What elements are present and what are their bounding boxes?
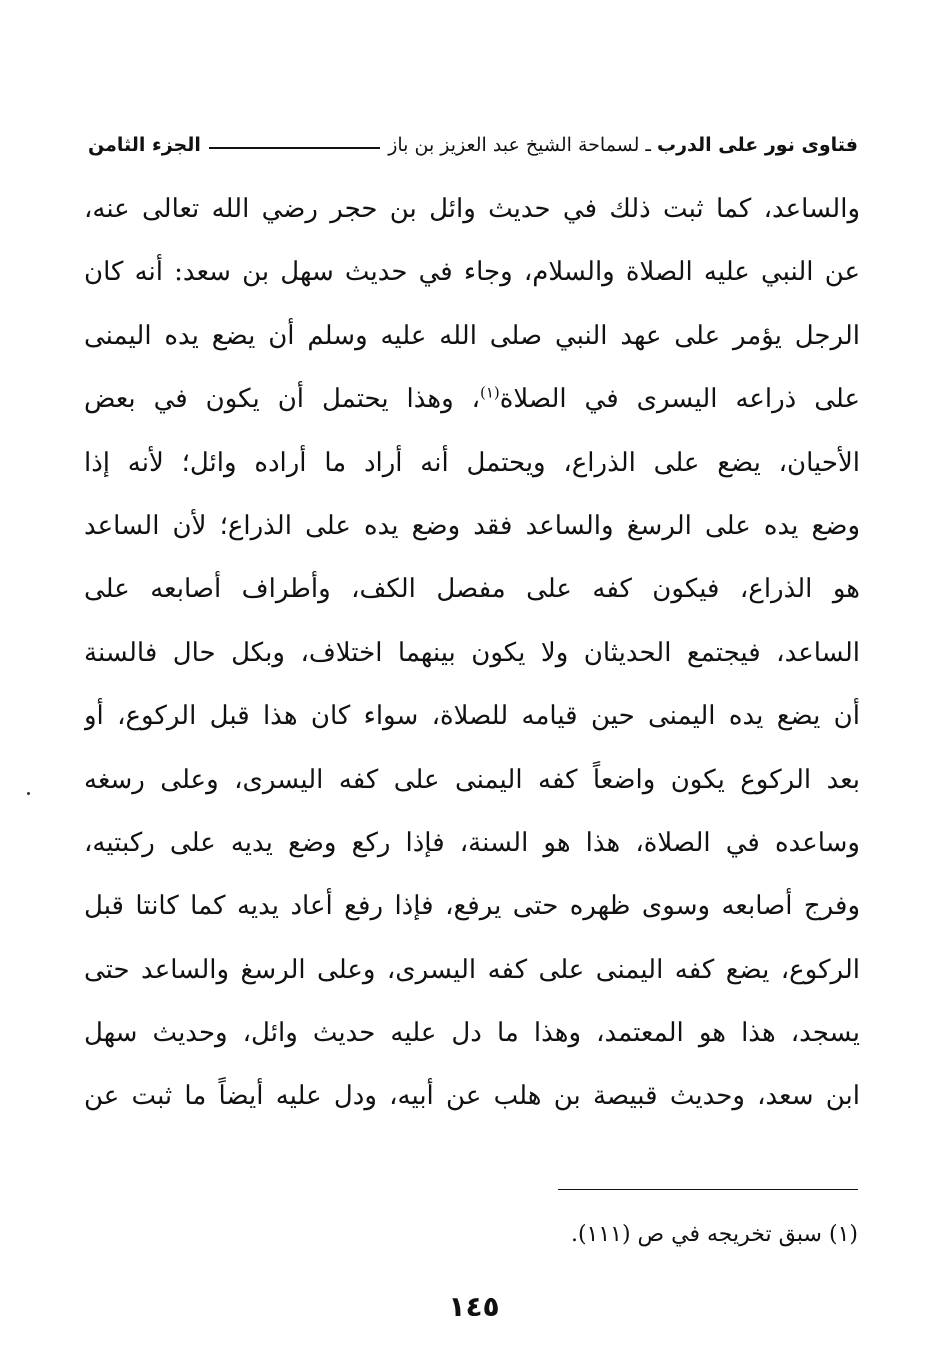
body-line-start: على ذراعه اليسرى في الصلاة: [499, 384, 860, 415]
footnote-divider: [558, 1189, 858, 1190]
body-line: الساعد، فيجتمع الحديثان ولا يكون بينهما اختلاف، وبكل حال فالسنة: [84, 637, 860, 668]
body-line: والساعد، كما ثبت ذلك في حديث وائل بن حجر رضي الله تعالى عنه،: [84, 194, 860, 224]
body-line: الرجل يؤمر على عهد النبي صلى الله عليه وسلم أن يضع يده اليمنى: [84, 320, 860, 351]
body-line: ابن سعد، وحديث قبيصة بن هلب عن أبيه، ودل عليه أيضاً ما ثبت عن: [84, 1081, 860, 1112]
running-header: [88, 128, 858, 162]
body-line: هو الذراع، فيكون كفه على مفصل الكف، وأطراف أصابعه على: [84, 574, 860, 605]
body-line: وساعده في الصلاة، هذا هو السنة، فإذا ركع وضع يديه على ركبتيه،: [84, 827, 860, 858]
footnote-reference[interactable]: (١): [480, 383, 500, 402]
book-title: فتاوى نور على الدرب: [657, 134, 858, 156]
footnote: (١) سبق تخريجه في ص (١١١).: [570, 1222, 858, 1247]
body-line: عن النبي عليه الصلاة والسلام، وجاء في حديث سهل بن سعد: أنه كان: [84, 257, 860, 288]
body-line: وضع يده على الرسغ والساعد فقد وضع يده على الذراع؛ لأن الساعد: [84, 510, 860, 541]
volume-label: الجزء الثامن: [88, 134, 201, 156]
body-line: [84, 368, 860, 431]
scan-speck: [27, 792, 30, 795]
body-text: [84, 178, 860, 1129]
body-line: وفرج أصابعه وسوى ظهره حتى يرفع، فإذا رفع أعاد يديه كما كانتا قبل: [84, 891, 860, 922]
body-line-end: ، وهذا يحتمل أن يكون في بعض: [84, 384, 480, 415]
body-line: بعد الركوع يكون واضعاً كفه اليمنى على كفه اليسرى، وعلى رسغه: [84, 764, 860, 795]
header-separator: ـ: [645, 134, 651, 156]
body-line: الأحيان، يضع على الذراع، ويحتمل أنه أراد ما أراده وائل؛ لأنه إذا: [84, 447, 860, 478]
page-number: ١٤٥: [448, 1290, 500, 1323]
header-rule: [209, 147, 380, 149]
body-line: يسجد، هذا هو المعتمد، وهذا ما دل عليه حديث وائل، وحديث سهل: [84, 1018, 860, 1049]
body-line: أن يضع يده اليمنى حين قيامه للصلاة، سواء كان هذا قبل الركوع، أو: [84, 701, 860, 732]
body-line: الركوع، يضع كفه اليمنى على كفه اليسرى، وعلى الرسغ والساعد حتى: [84, 954, 860, 985]
author-name: لسماحة الشيخ عبد العزيز بن باز: [388, 134, 640, 156]
